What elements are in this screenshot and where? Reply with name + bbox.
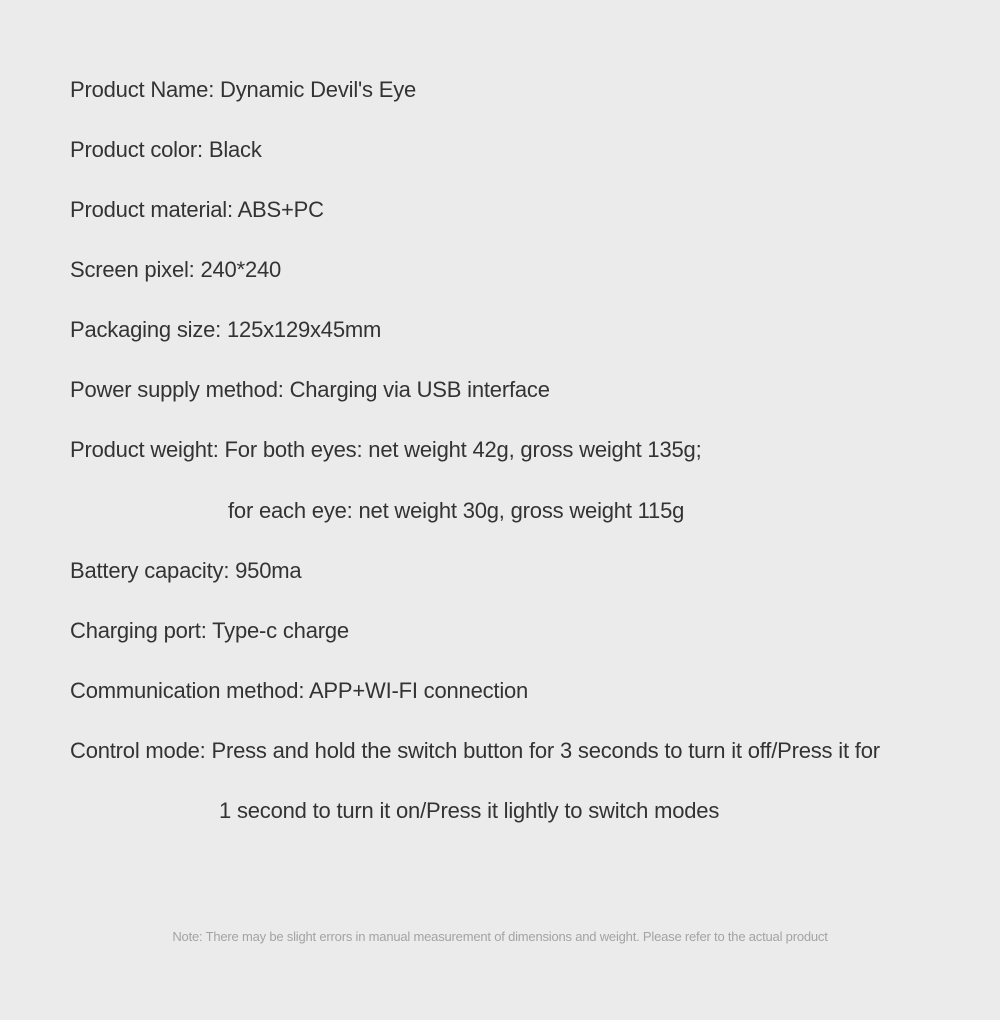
communication-method: Communication method: APP+WI-FI connection: [70, 678, 529, 703]
screen-pixel: Screen pixel: 240*240: [70, 257, 282, 282]
control-mode: Control mode: Press and hold the switch button for 3 seconds to turn it off/Press it for: [70, 738, 880, 763]
packaging-size: Packaging size: 125x129x45mm: [70, 317, 382, 342]
power-supply-method: Power supply method: Charging via USB interface: [70, 377, 550, 402]
control-mode-continued: 1 second to turn it on/Press it lightly to switch modes: [219, 798, 720, 823]
charging-port: Charging port: Type-c charge: [70, 618, 349, 643]
measurement-note: Note: There may be slight errors in manual measurement of dimensions and weight. Please refer to the actual product: [172, 929, 828, 944]
product-name: Product Name: Dynamic Devil's Eye: [70, 77, 417, 102]
product-material: Product material: ABS+PC: [70, 197, 324, 222]
product-color: Product color: Black: [70, 137, 262, 162]
battery-capacity: Battery capacity: 950ma: [70, 558, 302, 583]
product-weight: Product weight: For both eyes: net weight 42g, gross weight 135g;: [70, 437, 702, 462]
product-weight-continued: for each eye: net weight 30g, gross weight 115g: [228, 498, 685, 523]
